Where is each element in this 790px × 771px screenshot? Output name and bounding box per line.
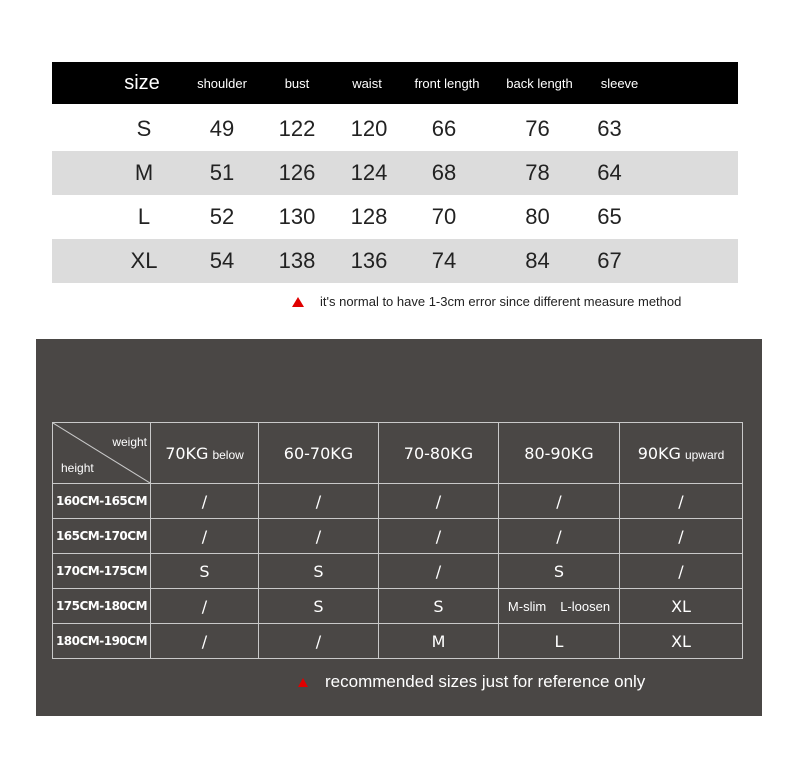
size-label: M xyxy=(134,160,154,185)
recommendation-header-row xyxy=(53,423,743,484)
sleeve-value: 63 xyxy=(597,116,622,141)
weight-col-70kg-below xyxy=(151,423,259,484)
shoulder-value: 54 xyxy=(209,248,235,273)
size-label: L xyxy=(137,204,151,229)
bust-value: 126 xyxy=(278,160,316,185)
size-cell: / xyxy=(259,484,379,519)
corner-cell xyxy=(53,423,151,484)
size-row-s xyxy=(52,107,738,151)
size-cell: / xyxy=(151,589,259,624)
size-chart-header xyxy=(52,62,738,104)
waist-value: 120 xyxy=(350,116,388,141)
height-range: 180CM-190CM xyxy=(53,624,151,659)
size-cell: / xyxy=(379,484,499,519)
size-cell: / xyxy=(499,519,620,554)
size-cell: S xyxy=(379,589,499,624)
weight-col-70-80kg xyxy=(379,423,499,484)
bust-value: 138 xyxy=(278,248,316,273)
shoulder-value: 49 xyxy=(209,116,235,141)
weight-col-sub: upward xyxy=(684,447,725,462)
sleeve-value: 65 xyxy=(597,204,622,229)
measurement-error-text: it's normal to have 1-3cm error since different measure method xyxy=(320,294,682,309)
bust-value: 122 xyxy=(278,116,316,141)
header-front-length: front length xyxy=(414,75,480,91)
bust-value: 130 xyxy=(278,204,316,229)
size-cell: / xyxy=(151,484,259,519)
size-option-label: L-loosen xyxy=(560,598,611,614)
weight-col-main: 70-80KG xyxy=(403,443,474,463)
size-option-label: M-slim xyxy=(507,598,547,614)
weight-col-sub: below xyxy=(212,447,244,462)
height-label: height xyxy=(61,461,94,475)
shoulder-value: 52 xyxy=(209,204,235,229)
shoulder-value: 51 xyxy=(209,160,235,185)
recommendation-row xyxy=(53,484,743,519)
back-length-value: 84 xyxy=(525,248,550,273)
weight-col-main: 80-90KG xyxy=(524,443,594,463)
front-length-value: 66 xyxy=(431,116,457,141)
size-cell: S xyxy=(259,554,379,589)
weight-col-main: 90KG xyxy=(637,443,681,463)
waist-value: 128 xyxy=(350,204,388,229)
size-cell: S xyxy=(151,554,259,589)
size-row-l xyxy=(52,195,738,239)
recommendation-table xyxy=(52,422,743,659)
size-cell: XL xyxy=(620,624,743,659)
front-length-value: 70 xyxy=(431,204,457,229)
size-cell: / xyxy=(151,519,259,554)
front-length-value: 68 xyxy=(431,160,457,185)
header-bust: bust xyxy=(284,75,310,91)
size-cell-mixed xyxy=(499,589,620,624)
waist-value: 136 xyxy=(350,248,388,273)
recommendation-row xyxy=(53,624,743,659)
size-cell: / xyxy=(259,624,379,659)
size-cell: / xyxy=(620,554,743,589)
size-label: S xyxy=(136,116,152,141)
warning-triangle-icon xyxy=(298,678,308,687)
sleeve-value: 64 xyxy=(597,160,622,185)
size-cell: / xyxy=(499,484,620,519)
size-row-m xyxy=(52,151,738,195)
size-cell: / xyxy=(151,624,259,659)
size-cell: / xyxy=(620,484,743,519)
size-row-xl xyxy=(52,239,738,283)
recommendation-row xyxy=(53,519,743,554)
reference-note-text: recommended sizes just for reference only xyxy=(325,672,646,691)
sleeve-value: 67 xyxy=(597,248,622,273)
size-cell: XL xyxy=(620,589,743,624)
header-shoulder: shoulder xyxy=(197,75,247,91)
back-length-value: 78 xyxy=(525,160,550,185)
height-range: 165CM-170CM xyxy=(53,519,151,554)
height-range: 160CM-165CM xyxy=(53,484,151,519)
height-range: 170CM-175CM xyxy=(53,554,151,589)
reference-note xyxy=(298,672,645,692)
waist-value: 124 xyxy=(350,160,388,185)
weight-label: weight xyxy=(112,435,147,449)
size-cell: / xyxy=(259,519,379,554)
height-range: 175CM-180CM xyxy=(53,589,151,624)
recommendation-row xyxy=(53,589,743,624)
recommendation-row xyxy=(53,554,743,589)
size-cell: M xyxy=(379,624,499,659)
front-length-value: 74 xyxy=(431,248,457,273)
weight-col-80-90kg xyxy=(499,423,620,484)
header-back-length: back length xyxy=(506,75,573,91)
weight-col-60-70kg xyxy=(259,423,379,484)
warning-triangle-icon xyxy=(292,297,304,307)
size-cell: / xyxy=(620,519,743,554)
size-label: XL xyxy=(130,248,158,273)
back-length-value: 76 xyxy=(525,116,550,141)
header-waist: waist xyxy=(352,75,382,91)
weight-col-90kg-upward xyxy=(620,423,743,484)
back-length-value: 80 xyxy=(525,204,550,229)
weight-col-main: 70KG xyxy=(165,443,209,463)
size-cell: / xyxy=(379,554,499,589)
size-cell: / xyxy=(379,519,499,554)
measurement-error-note xyxy=(292,294,681,309)
size-chart-table xyxy=(52,62,738,283)
size-cell: S xyxy=(499,554,620,589)
size-cell: S xyxy=(259,589,379,624)
size-cell: L xyxy=(499,624,620,659)
header-sleeve: sleeve xyxy=(600,75,639,91)
weight-col-main: 60-70KG xyxy=(283,443,354,463)
header-size: size xyxy=(124,71,160,94)
